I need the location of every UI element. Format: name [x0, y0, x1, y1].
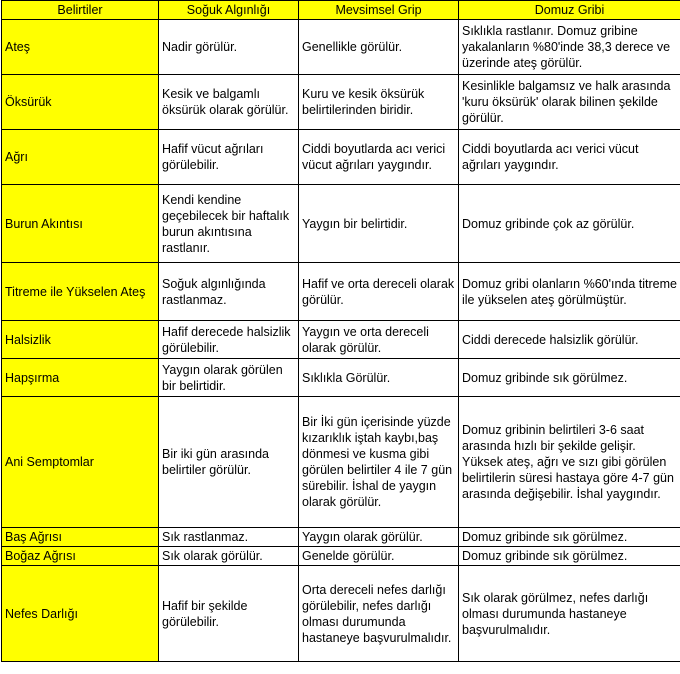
swine-cell: Domuz gribi olanların %60'ında titreme ile yükselen ateş görülmüştür. — [459, 263, 680, 321]
swine-cell: Sıklıkla rastlanır. Domuz gribine yakalanların %80'inde 38,3 derece ve üzerinde ateş görülür. — [459, 20, 680, 75]
symptom-cell: Ani Semptomlar — [2, 397, 159, 528]
cold-cell: Sık rastlanmaz. — [159, 528, 299, 547]
flu-cell: Kuru ve kesik öksürük belirtilerinden biridir. — [299, 75, 459, 130]
cold-cell: Nadir görülür. — [159, 20, 299, 75]
table-row — [2, 528, 680, 547]
symptom-cell: Ağrı — [2, 130, 159, 185]
flu-cell: Yaygın ve orta dereceli olarak görülür. — [299, 321, 459, 359]
cold-cell: Bir iki gün arasında belirtiler görülür. — [159, 397, 299, 528]
symptom-comparison-table — [1, 0, 680, 662]
header-swine-flu: Domuz Gribi — [459, 1, 680, 20]
flu-cell: Yaygın bir belirtidir. — [299, 185, 459, 263]
table-row — [2, 397, 680, 528]
cold-cell: Kendi kendine geçebilecek bir haftalık burun akıntısına rastlanır. — [159, 185, 299, 263]
symptom-cell: Boğaz Ağrısı — [2, 547, 159, 566]
cold-cell: Soğuk algınlığında rastlanmaz. — [159, 263, 299, 321]
cold-cell: Kesik ve balgamlı öksürük olarak görülür. — [159, 75, 299, 130]
flu-cell: Yaygın olarak görülür. — [299, 528, 459, 547]
flu-cell: Genellikle görülür. — [299, 20, 459, 75]
table-row — [2, 359, 680, 397]
table-row — [2, 185, 680, 263]
swine-cell: Kesinlikle balgamsız ve halk arasında 'kuru öksürük' olarak bilinen şekilde görülür. — [459, 75, 680, 130]
flu-cell: Bir İki gün içerisinde yüzde kızarıklık iştah kaybı,baş dönmesi ve kusma gibi görülen belirtiler 4 ile 7 gün sürebilir. İshal de yaygın olarak görülür. — [299, 397, 459, 528]
table-row — [2, 20, 680, 75]
header-row — [2, 1, 680, 20]
swine-cell: Domuz gribinde sık görülmez. — [459, 528, 680, 547]
table-row — [2, 75, 680, 130]
swine-cell: Domuz gribinde sık görülmez. — [459, 547, 680, 566]
table-row — [2, 547, 680, 566]
table-row — [2, 321, 680, 359]
symptom-cell: Ateş — [2, 20, 159, 75]
symptom-cell: Burun Akıntısı — [2, 185, 159, 263]
cold-cell: Hafif derecede halsizlik görülebilir. — [159, 321, 299, 359]
flu-cell: Sıklıkla Görülür. — [299, 359, 459, 397]
table-row — [2, 566, 680, 662]
flu-cell: Hafif ve orta dereceli olarak görülür. — [299, 263, 459, 321]
symptom-cell: Titreme ile Yükselen Ateş — [2, 263, 159, 321]
symptom-cell: Baş Ağrısı — [2, 528, 159, 547]
symptom-cell: Hapşırma — [2, 359, 159, 397]
swine-cell: Domuz gribinde çok az görülür. — [459, 185, 680, 263]
swine-cell: Sık olarak görülmez, nefes darlığı olması durumunda hastaneye başvurulmalıdır. — [459, 566, 680, 662]
cold-cell: Hafif bir şekilde görülebilir. — [159, 566, 299, 662]
header-cold: Soğuk Algınlığı — [159, 1, 299, 20]
table-row — [2, 130, 680, 185]
header-symptoms: Belirtiler — [2, 1, 159, 20]
symptom-cell: Öksürük — [2, 75, 159, 130]
table-row — [2, 263, 680, 321]
swine-cell: Domuz gribinin belirtileri 3-6 saat arasında hızlı bir şekilde gelişir. Yüksek ateş, ağrı ve sızı gibi görülen belirtilerin süresi hastaya göre 4-7 gün arasında değişebilir. İshal yaygındır. — [459, 397, 680, 528]
swine-cell: Ciddi boyutlarda acı verici vücut ağrıları yaygındır. — [459, 130, 680, 185]
cold-cell: Sık olarak görülür. — [159, 547, 299, 566]
symptom-cell: Halsizlik — [2, 321, 159, 359]
cold-cell: Yaygın olarak görülen bir belirtidir. — [159, 359, 299, 397]
swine-cell: Domuz gribinde sık görülmez. — [459, 359, 680, 397]
swine-cell: Ciddi derecede halsizlik görülür. — [459, 321, 680, 359]
cold-cell: Hafif vücut ağrıları görülebilir. — [159, 130, 299, 185]
symptom-cell: Nefes Darlığı — [2, 566, 159, 662]
flu-cell: Ciddi boyutlarda acı verici vücut ağrıları yaygındır. — [299, 130, 459, 185]
flu-cell: Genelde görülür. — [299, 547, 459, 566]
flu-cell: Orta dereceli nefes darlığı görülebilir, nefes darlığı olması durumunda hastaneye başvurulmalıdır. — [299, 566, 459, 662]
header-seasonal-flu: Mevsimsel Grip — [299, 1, 459, 20]
